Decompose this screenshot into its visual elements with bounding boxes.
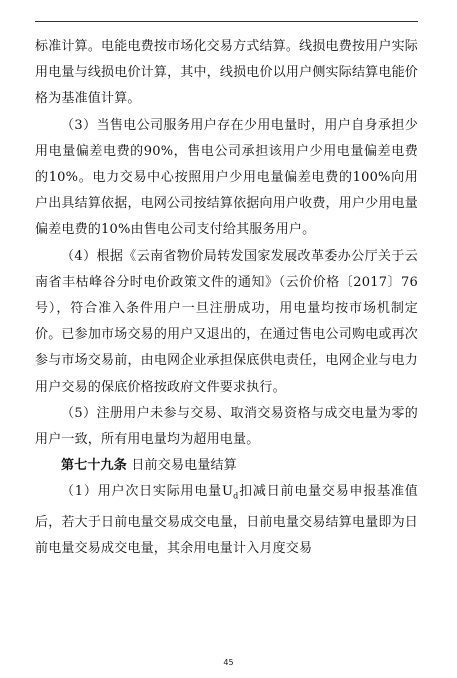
paragraph-item-3: （3）当售电公司服务用户存在少用电量时，用户自身承担少用电量偏差电费的90%，售电公司承担该用户少用电量偏差电费的10%。电力交易中心按照用户少用电量偏差电费的100%向用户出具结算依据，电网公司按结算依据向用户收费，用户少用电量偏差电费的10%由售电公司支付给其服务用户。 (35, 117, 418, 238)
article-heading (35, 453, 418, 479)
page-number: 45 (223, 658, 234, 667)
article-number: 第七十九条 (61, 458, 128, 474)
paragraph-continuation: 标准计算。电能电费按市场化交易方式结算。线损电费按用户实际用电量与线损电价计算，其中，线损电价以用户侧实际结算电能价格为基准值计算。 (35, 39, 418, 107)
header-rule (35, 21, 418, 22)
paragraph-article-79-item-1 (35, 479, 418, 562)
paragraph-text-start: （1）用户次日实际用电量U (61, 484, 234, 500)
subscript-d: d (233, 492, 239, 502)
article-title: 日前交易电量结算 (131, 458, 237, 474)
paragraph-item-5: （5）注册用户未参与交易、取消交易资格与成交电量为零的用户一致，所有用电量均为超用电量。 (35, 405, 418, 448)
paragraph-item-4: （4）根据《云南省物价局转发国家发展改革委办公厅关于云南省丰枯峰谷分时电价政策文件的通知》（云价价格〔2017〕76号），符合准入条件用户一旦注册成功，用电量均按市场机制定价。已参加市场交易的用户又退出的，在通过售电公司购电或再次参与市场交易前，由电网企业承担保底供电责任，电网企业与电力用户交易的保底价格按政府文件要求执行。 (35, 248, 418, 395)
paragraph-text-end: 扣减日前电量交易申报基准值后，若大于日前电量交易成交电量，日前电量交易结算电量即为日前电量交易成交电量，其余用电量计入月度交易 (35, 484, 418, 557)
page-content (35, 34, 418, 563)
